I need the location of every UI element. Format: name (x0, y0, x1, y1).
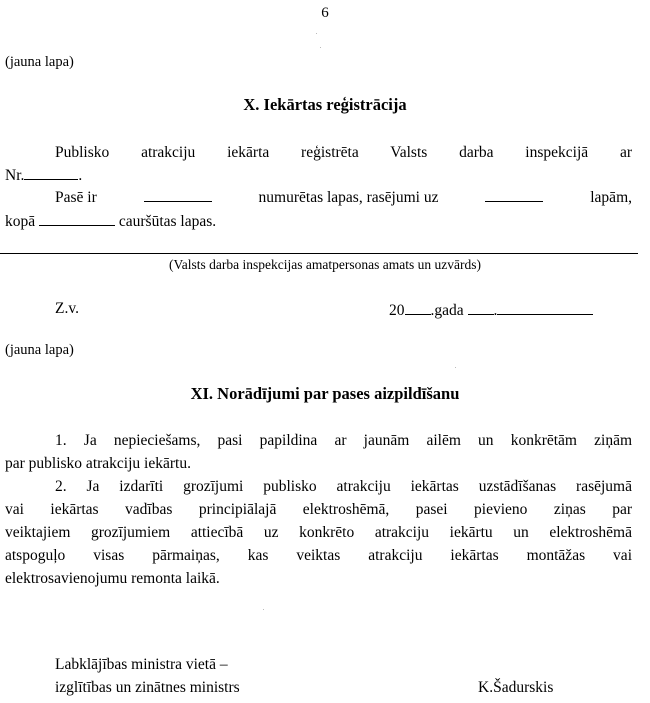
scan-speck (316, 33, 317, 34)
nr-suffix: . (78, 167, 83, 184)
year-prefix: 20 (389, 302, 405, 319)
total-pages-line (5, 210, 216, 231)
day-suffix: . (493, 302, 498, 319)
instruction-1 (5, 429, 632, 475)
section-x-title: X. Iekārtas reģistrācija (243, 95, 407, 114)
signatory-title-line-1: Labklājības ministra vietā – (55, 656, 228, 673)
instruction-1-line: par publisko atrakciju iekārtu. (5, 455, 191, 472)
pages-label: lapām, (590, 189, 632, 206)
scan-speck (455, 367, 456, 368)
date-line (389, 299, 593, 320)
signatory-title-line-2: izglītības un zinātnes ministrs (55, 679, 240, 696)
numbered-pages-label: numurētas lapas, rasējumi uz (258, 189, 439, 206)
registration-text (5, 141, 632, 187)
month-field[interactable] (497, 299, 593, 315)
new-page-note: (jauna lapa) (5, 54, 74, 70)
drawing-pages-field[interactable] (485, 186, 543, 202)
day-field[interactable] (468, 299, 494, 315)
seal-label: Z.v. (55, 300, 79, 317)
registration-line: Publisko atrakciju iekārta reģistrēta Valsts darba inspekcijā ar (55, 144, 632, 161)
signatory-name: K.Šadurskis (478, 679, 554, 696)
year-field[interactable] (405, 299, 431, 315)
stitched-pages-label: cauršūtas lapas. (118, 213, 217, 230)
passport-pages-line (55, 186, 632, 207)
official-caption: (Valsts darba inspekcijas amatpersonas amats un uzvārds) (169, 257, 481, 272)
page-number: 6 (321, 5, 329, 21)
instruction-2-line: veiktajiem grozījumiem attiecībā uz konkrēto atrakciju iekārtu un elektroshēmā (5, 524, 632, 541)
scan-speck (320, 47, 321, 48)
registration-number-line (5, 164, 632, 187)
instruction-2-line: atspoguļo visas pārmaiņas, kas veiktas atrakciju iekārtas montāžas vai (5, 547, 632, 564)
year-suffix: .gada (430, 302, 464, 319)
instruction-1-line: 1. Ja nepieciešams, pasi papildina ar jaunām ailēm un konkrētām ziņām (55, 432, 632, 449)
total-prefix-label: kopā (5, 213, 36, 230)
instruction-2-line: elektrosavienojumu remonta laikā. (5, 570, 220, 587)
instruction-2-line: 2. Ja izdarīti grozījumi publisko atrakciju iekārtas uzstādīšanas rasējumā (55, 478, 632, 495)
instruction-2 (5, 475, 632, 590)
nr-prefix: Nr. (5, 167, 25, 184)
new-page-note: (jauna lapa) (5, 342, 74, 358)
signature-line (0, 253, 638, 254)
passport-has-label: Pasē ir (55, 189, 97, 206)
total-pages-field[interactable] (39, 210, 115, 226)
registration-number-field[interactable] (24, 164, 78, 180)
section-xi-title: XI. Norādījumi par pases aizpildīšanu (190, 384, 460, 403)
numbered-pages-field[interactable] (144, 186, 212, 202)
instruction-2-line: vai iekārtas vadības principiālajā elektroshēmā, pasei pievieno ziņas par (5, 501, 632, 518)
scan-speck (263, 609, 264, 610)
